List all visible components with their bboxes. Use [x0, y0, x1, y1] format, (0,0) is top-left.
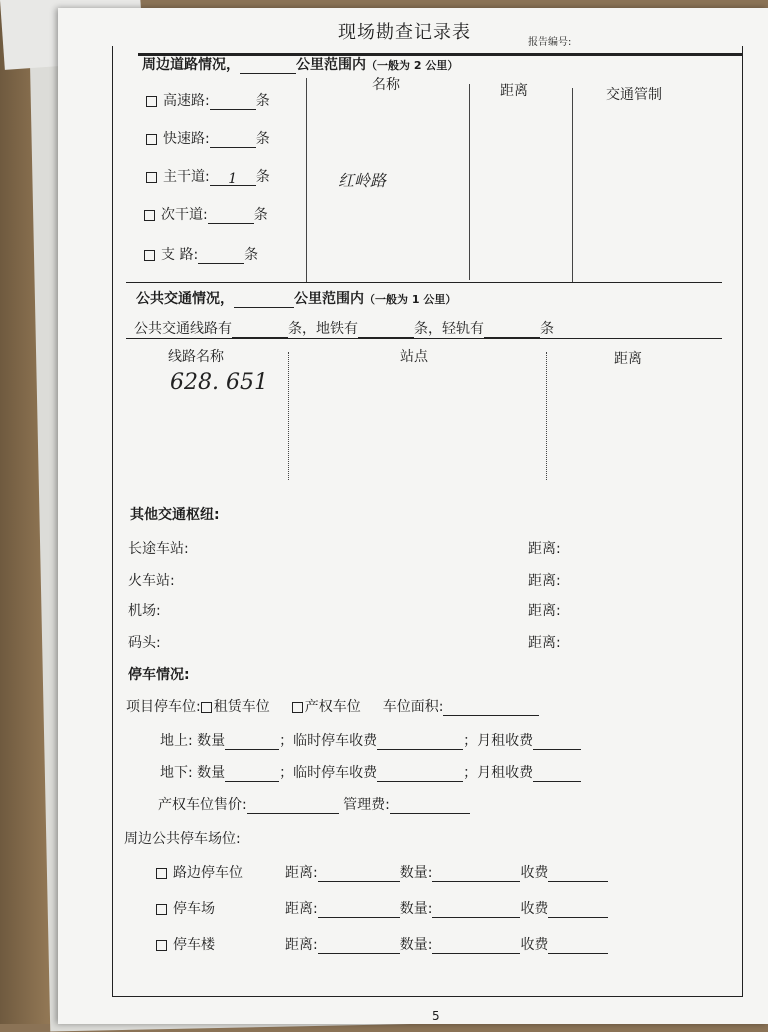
ground-qty-blank[interactable] [225, 735, 279, 750]
public-parking-row-garage [156, 934, 608, 954]
pub-distance-label: 距离: [285, 937, 318, 953]
transit-unit: 条 [540, 321, 554, 337]
garage-qty-blank[interactable] [432, 939, 520, 954]
transit-range-blank[interactable] [234, 293, 294, 308]
roadside-distance-blank[interactable] [318, 867, 400, 882]
handwritten-road-name: 红岭路 [338, 171, 387, 190]
hub-distance-label: 距离: [528, 603, 561, 619]
public-parking-row-lot [156, 898, 608, 918]
road-count-field[interactable] [198, 249, 244, 264]
road-unit: 条 [255, 131, 270, 147]
hub-distance-label: 距离: [528, 635, 561, 651]
expressway-checkbox[interactable] [146, 134, 157, 145]
project-parking-row [126, 696, 539, 716]
underground-parking-row [160, 762, 581, 782]
garage-distance-blank[interactable] [318, 939, 400, 954]
mgmt-fee-blank[interactable] [390, 799, 470, 814]
transit-divider-2 [546, 352, 547, 480]
sale-price-blank[interactable] [247, 799, 339, 814]
bus-lines-blank[interactable] [232, 323, 288, 338]
ground-temp-fee-blank[interactable] [377, 735, 463, 750]
hub-train-station: 火车站: [128, 573, 175, 589]
hub-distance-label: 距离: [528, 573, 561, 589]
roads-range-blank[interactable] [240, 59, 296, 74]
transit-heading-text: 公共交通情况， [136, 291, 234, 307]
area-label: 车位面积: [382, 699, 444, 715]
qty-label: 数量 [197, 765, 226, 781]
area-blank[interactable] [443, 701, 539, 716]
roads-range-suffix: 公里范围内 [296, 57, 366, 73]
roads-heading [142, 54, 458, 74]
pub-distance-label: 距离: [285, 901, 318, 917]
road-row-arterial [146, 166, 270, 186]
pub-fee-label: 收费 [520, 865, 549, 881]
road-count-field[interactable] [210, 133, 256, 148]
road-unit: 条 [253, 207, 268, 223]
monthly-label: ；月租收费 [463, 733, 534, 749]
hub-long-distance-bus: 长途车站: [128, 541, 189, 557]
ground-monthly-blank[interactable] [533, 735, 581, 750]
lot-fee-blank[interactable] [548, 903, 608, 918]
hub-distance-label: 距离: [528, 541, 561, 557]
pub-qty-label: 数量: [399, 901, 433, 917]
underground-label: 地下: [160, 765, 193, 781]
col-road-name: 名称 [372, 77, 400, 93]
col-road-distance: 距离 [500, 83, 528, 99]
pub-distance-label: 距离: [285, 865, 318, 881]
road-row-expressway [146, 128, 270, 148]
own-label: 产权车位 [304, 699, 361, 715]
pub-qty-label: 数量: [399, 865, 433, 881]
qty-label: 数量 [197, 733, 226, 749]
metro-blank[interactable] [358, 323, 414, 338]
transit-divider-1 [288, 352, 289, 480]
temp-fee-label: ；临时停车收费 [279, 733, 378, 749]
road-row-label: 支 路: [161, 247, 199, 263]
hub-wharf: 码头: [128, 635, 161, 651]
underground-qty-blank[interactable] [225, 767, 279, 782]
ground-parking-row [160, 730, 581, 750]
roads-col-divider-2 [469, 84, 470, 280]
hub-airport: 机场: [128, 603, 161, 619]
road-unit: 条 [244, 247, 259, 263]
underground-monthly-blank[interactable] [533, 767, 581, 782]
form-page [58, 8, 768, 1024]
road-row-label: 快速路: [163, 131, 210, 147]
project-parking-label: 项目停车位: [126, 699, 201, 715]
underground-temp-fee-blank[interactable] [377, 767, 463, 782]
road-count-field[interactable] [210, 95, 256, 110]
road-count-field[interactable]: 1 [210, 171, 256, 186]
parking-garage-label: 停车楼 [173, 937, 215, 953]
arterial-checkbox[interactable] [146, 172, 157, 183]
light-rail-blank[interactable] [484, 323, 540, 338]
monthly-label: ；月租收费 [463, 765, 534, 781]
sale-price-label: 产权车位售价: [158, 797, 247, 813]
hubs-heading: 其他交通枢纽: [130, 507, 220, 523]
temp-fee-label: ；临时停车收费 [279, 765, 378, 781]
form-title: 现场勘查记录表 [338, 22, 471, 43]
transit-table-top [126, 338, 722, 339]
rent-checkbox[interactable] [201, 702, 212, 713]
roads-range-note: （一般为 2 公里） [366, 59, 459, 72]
roadside-fee-blank[interactable] [548, 867, 608, 882]
roads-heading-text: 周边道路情况， [142, 57, 240, 73]
col-line-name: 线路名称 [168, 349, 224, 365]
garage-fee-blank[interactable] [548, 939, 608, 954]
transit-range-suffix: 公里范围内 [294, 291, 364, 307]
road-row-highway [146, 90, 270, 110]
parking-lot-label: 停车场 [173, 901, 215, 917]
col-traffic-control: 交通管制 [606, 87, 662, 103]
transit-heading [136, 288, 456, 308]
road-count-field[interactable] [208, 209, 254, 224]
col-station: 站点 [400, 349, 428, 365]
road-unit: 条 [255, 169, 270, 185]
secondary-checkbox[interactable] [144, 210, 155, 221]
roads-section-divider [126, 282, 722, 283]
pub-fee-label: 收费 [520, 937, 549, 953]
lot-qty-blank[interactable] [432, 903, 520, 918]
sale-price-row [158, 794, 470, 814]
roadside-checkbox[interactable] [156, 868, 167, 879]
own-checkbox[interactable] [292, 702, 303, 713]
transit-lines-label: 公共交通线路有 [134, 321, 232, 337]
roadside-label: 路边停车位 [173, 865, 243, 881]
parking-lot-checkbox[interactable] [156, 904, 167, 915]
lot-distance-blank[interactable] [318, 903, 400, 918]
transit-lines-row [134, 318, 554, 338]
handwritten-line-names: 628. 651 [170, 370, 268, 395]
roads-col-divider-3 [572, 88, 573, 282]
public-parking-row-roadside [156, 862, 608, 882]
transit-range-note: （一般为 1 公里） [364, 293, 457, 306]
road-row-label: 主干道: [163, 169, 210, 185]
ground-label: 地上: [160, 733, 193, 749]
road-unit: 条 [255, 93, 270, 109]
road-row-branch [144, 244, 258, 264]
rent-label: 租赁车位 [213, 699, 270, 715]
report-number-label: 报告编号: [528, 37, 572, 48]
road-row-secondary [144, 204, 268, 224]
pub-qty-label: 数量: [399, 937, 433, 953]
parking-heading: 停车情况: [128, 667, 190, 683]
pub-fee-label: 收费 [520, 901, 549, 917]
light-rail-label: 条，轻轨有 [414, 321, 484, 337]
page-number: 5 [432, 1009, 440, 1023]
highway-checkbox[interactable] [146, 96, 157, 107]
mgmt-fee-label: 管理费: [343, 797, 390, 813]
road-row-label: 次干道: [161, 207, 208, 223]
roads-col-divider-1 [306, 78, 307, 282]
road-row-label: 高速路: [163, 93, 210, 109]
parking-garage-checkbox[interactable] [156, 940, 167, 951]
branch-checkbox[interactable] [144, 250, 155, 261]
roadside-qty-blank[interactable] [432, 867, 520, 882]
metro-label: 条，地铁有 [288, 321, 358, 337]
col-transit-distance: 距离 [614, 351, 642, 367]
public-parking-heading: 周边公共停车场位: [124, 831, 241, 847]
